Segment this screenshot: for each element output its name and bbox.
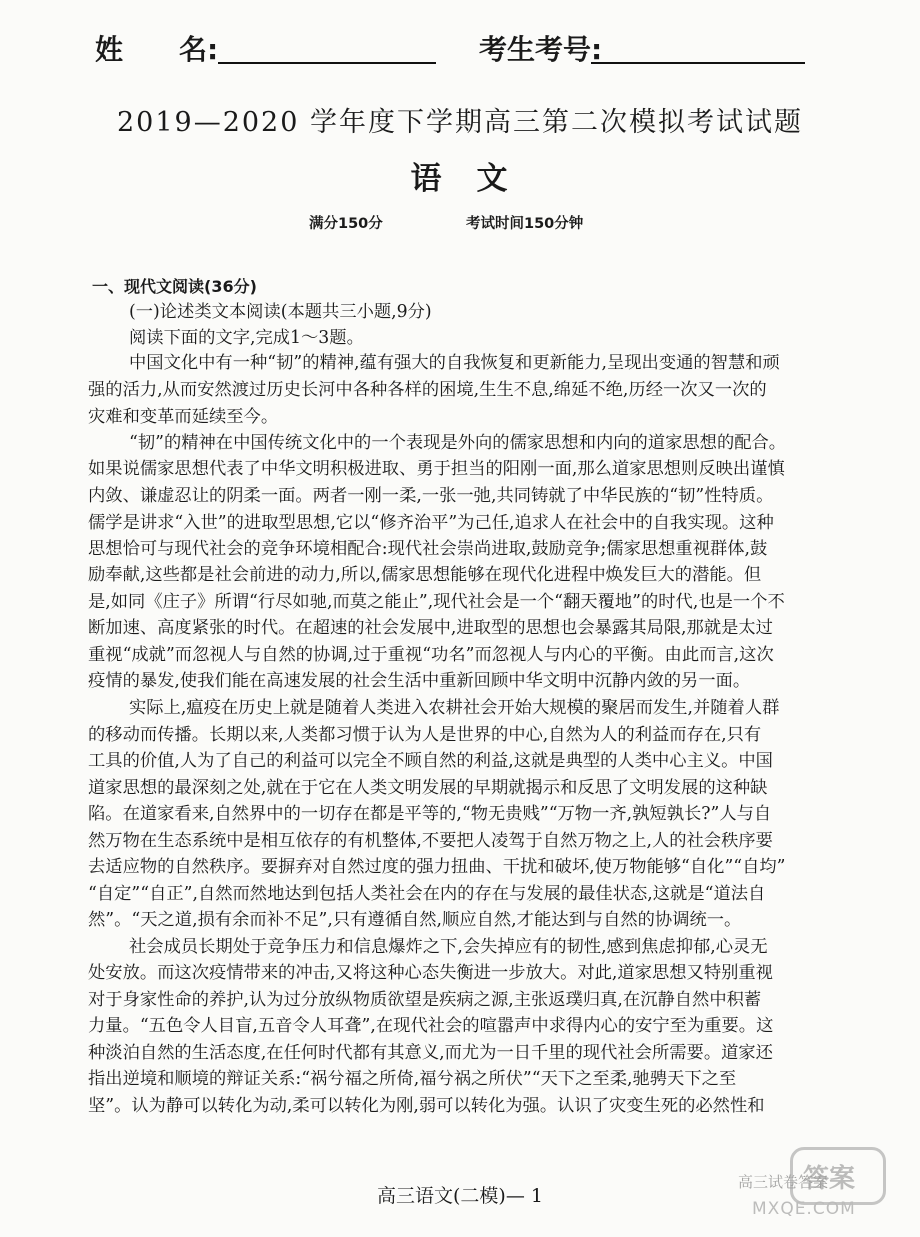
text-line: 内敛、谦虚忍让的阴柔一面。两者一刚一柔,一张一弛,共同铸就了中华民族的“韧”性特质。 xyxy=(88,486,774,506)
text-line: 社会成员长期处于竞争压力和信息爆炸之下,会失掉应有的韧性,感到焦虑抑郁,心灵无 xyxy=(129,937,768,957)
text-line: 儒学是讲求“入世”的进取型思想,它以“修齐治平”为己任,追求人在社会中的自我实现。这种 xyxy=(88,513,774,533)
text-line: 是,如同《庄子》所谓“行尽如驰,而莫之能止”,现代社会是一个“翻天覆地”的时代,也是一个不 xyxy=(88,592,785,612)
text-line: 处安放。而这次疫情带来的冲击,又将这种心态失衡进一步放大。对此,道家思想又特别重视 xyxy=(88,963,773,983)
text-line: 道家思想的最深刻之处,就在于它在人类文明发展的早期就揭示和反思了文明发展的这种缺 xyxy=(88,778,768,798)
text-line: 励奉献,这些都是社会前进的动力,所以,儒家思想能够在现代化进程中焕发巨大的潜能。但 xyxy=(88,565,762,585)
full-score: 满分150分 xyxy=(309,216,383,232)
text-line: 重视“成就”而忽视人与自然的协调,过于重视“功名”而忽视人与内心的平衡。由此而言,这次 xyxy=(88,645,774,665)
watermark-line1: 高三试卷答案 xyxy=(738,1173,829,1191)
watermark-badge-text: 答案 xyxy=(803,1164,856,1194)
instruction: 阅读下面的文字,完成1～3题。 xyxy=(129,328,364,348)
page-footer: 高三语文(二模)— 1 xyxy=(377,1185,543,1207)
sub-heading: (一)论述类文本阅读(本题共三小题,9分) xyxy=(129,302,432,322)
exam-number-label: 考生考号: xyxy=(479,33,603,66)
watermark-line2: MXQE.COM xyxy=(752,1199,856,1219)
exam-time: 考试时间150分钟 xyxy=(466,216,584,232)
name-label: 姓 名: xyxy=(95,33,219,66)
name-blank xyxy=(218,62,436,64)
text-line: 中国文化中有一种“韧”的精神,蕴有强大的自我恢复和更新能力,呈现出变通的智慧和顽 xyxy=(129,353,780,373)
text-line: 工具的价值,人为了自己的利益可以完全不顾自然的利益,这就是典型的人类中心主义。中国 xyxy=(88,751,773,771)
text-line: 种淡泊自然的生活态度,在任何时代都有其意义,而尤为一日千里的现代社会所需要。道家还 xyxy=(88,1043,773,1063)
text-line: 对于身家性命的养护,认为过分放纵物质欲望是疾病之源,主张返璞归真,在沉静自然中积蓄 xyxy=(88,990,762,1010)
exam-number-blank xyxy=(591,62,805,64)
text-line: “自定”“自正”,自然而然地达到包括人类社会在内的存在与发展的最佳状态,这就是“道法自 xyxy=(88,884,766,904)
text-line: “韧”的精神在中国传统文化中的一个表现是外向的儒家思想和内向的道家思想的配合。 xyxy=(129,433,787,453)
text-line: 如果说儒家思想代表了中华文明积极进取、勇于担当的阳刚一面,那么道家思想则反映出谨慎 xyxy=(88,459,785,479)
text-line: 去适应物的自然秩序。要摒弃对自然过度的强力扭曲、干扰和破坏,使万物能够“自化”“自均” xyxy=(88,857,786,877)
candidate-info-line xyxy=(95,24,815,68)
text-line: 灾难和变革而延续至今。 xyxy=(88,407,279,427)
exam-title: 2019—2020 学年度下学期高三第二次模拟考试试题 xyxy=(116,107,803,138)
text-line: 然万物在生态系统中是相互依存的有机整体,不要把人凌驾于自然万物之上,人的社会秩序要 xyxy=(88,831,773,851)
text-line: 坚”。认为静可以转化为动,柔可以转化为刚,弱可以转化为强。认识了灾变生死的必然性和 xyxy=(88,1096,765,1116)
text-line: 疫情的暴发,使我们能在高速发展的社会生活中重新回顾中华文明中沉静内敛的另一面。 xyxy=(88,671,751,691)
text-line: 陷。在道家看来,自然界中的一切存在都是平等的,“物无贵贱”“万物一齐,孰短孰长?”人与自 xyxy=(88,804,772,824)
subject-title: 语 文 xyxy=(410,161,510,197)
text-line: 思想恰可与现代社会的竞争环境相配合:现代社会崇尚进取,鼓励竞争;儒家思想重视群体,鼓 xyxy=(88,539,768,559)
site-watermark xyxy=(718,1147,898,1227)
text-line: 断加速、高度紧张的时代。在超速的社会发展中,进取型的思想也会暴露其局限,那就是太过 xyxy=(88,618,773,638)
text-line: 实际上,瘟疫在历史上就是随着人类进入农耕社会开始大规模的聚居而发生,并随着人群 xyxy=(129,698,780,718)
text-line: 指出逆境和顺境的辩证关系:“祸兮福之所倚,福兮祸之所伏”“天下之至柔,驰骋天下之至 xyxy=(88,1069,737,1089)
text-line: 强的活力,从而安然渡过历史长河中各种各样的困境,生生不息,绵延不绝,历经一次又一次的 xyxy=(88,380,767,400)
text-line: 然”。“天之道,损有余而补不足”,只有遵循自然,顺应自然,才能达到与自然的协调统一。 xyxy=(88,910,742,930)
section-heading: 一、现代文阅读(36分) xyxy=(92,277,257,296)
text-line: 的移动而传播。长期以来,人类都习惯于认为人是世界的中心,自然为人的利益而存在,只有 xyxy=(88,725,762,745)
text-line: 力量。“五色令人目盲,五音令人耳聋”,在现代社会的喧嚣声中求得内心的安宁至为重要。这 xyxy=(88,1016,774,1036)
